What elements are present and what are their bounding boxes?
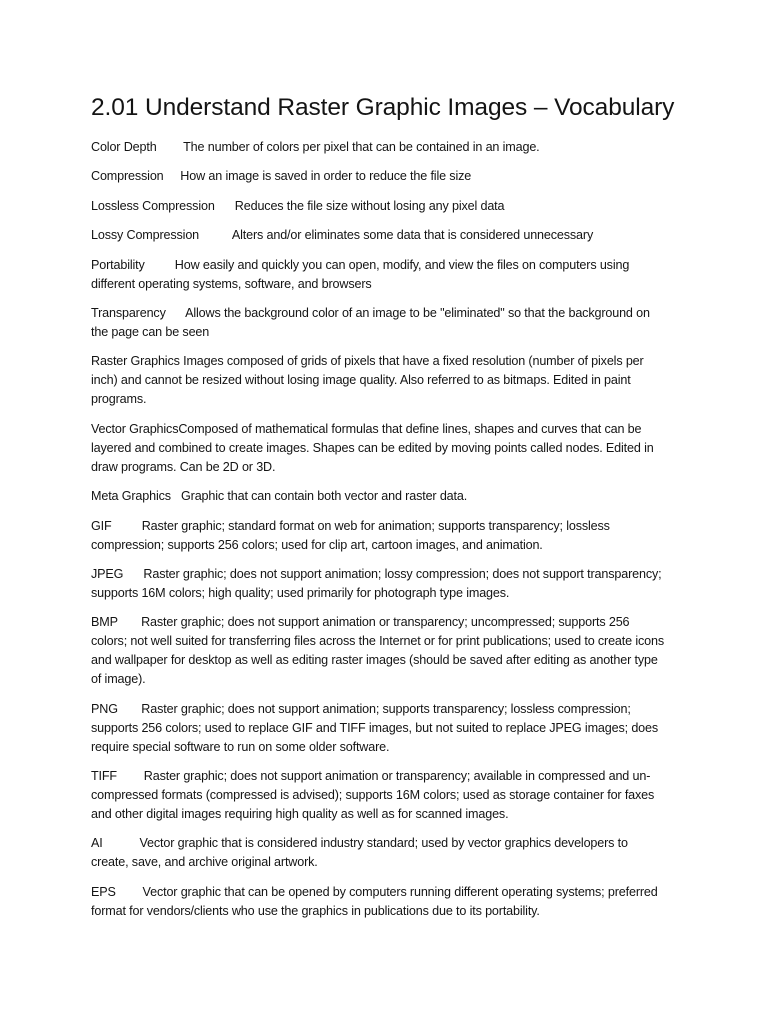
vocab-entry-meta-graphics (91, 487, 668, 506)
vocab-term: Transparency (91, 305, 166, 320)
vocab-entry-eps (91, 883, 668, 921)
vocab-definition: Reduces the file size without losing any pixel data (234, 198, 505, 213)
vocab-definition: Raster graphic; standard format on web for animation; supports transparency; lossless compression; supports 256 colors; used for clip art, cartoon images, and animation. (91, 518, 610, 552)
vocab-definition: How easily and quickly you can open, modify, and view the files on computers using different operating systems, software, and browsers (91, 257, 630, 291)
vocab-term: Compression (91, 169, 164, 184)
vocab-term: EPS (91, 884, 116, 899)
vocab-entry-bmp (91, 613, 668, 689)
vocab-term: Meta Graphics (91, 489, 171, 504)
vocab-entry-portability (91, 256, 668, 294)
vocab-definition: Alters and/or eliminates some data that is considered unnecessary (231, 228, 594, 243)
vocab-term: JPEG (91, 566, 124, 581)
vocab-term: Lossless Compression (91, 198, 215, 213)
vocabulary-list (91, 138, 668, 921)
vocab-entry-lossy-compression (91, 226, 668, 245)
vocab-definition: How an image is saved in order to reduce the file size (180, 169, 472, 184)
vocab-term: Raster Graphics (91, 354, 180, 369)
vocab-term: Lossy Compression (91, 228, 200, 243)
vocab-definition: The number of colors per pixel that can be contained in an image. (183, 140, 540, 154)
vocab-definition: Allows the background color of an image to be "eliminated" so that the background on the page can be seen (91, 305, 650, 339)
vocab-definition: Raster graphic; does not support animation or transparency; available in compressed and un-compressed formats (compressed is advised); supports 16M colors; used as storage container for faxes and other digital images requiring high quality as well as for scanned images. (91, 769, 655, 822)
vocab-entry-jpeg (91, 565, 668, 603)
vocab-definition: Raster graphic; does not support animation; lossy compression; does not support transparency; supports 16M colors; high quality; used primarily for photograph type images. (91, 566, 662, 600)
vocab-term: AI (91, 836, 103, 851)
vocab-term: BMP (91, 615, 118, 630)
vocab-definition: Vector graphic that can be opened by computers running different operating systems; preferred format for vendors/clients who use the graphics in publications due to its portability. (91, 884, 658, 918)
vocab-entry-raster-graphics (91, 352, 668, 409)
vocab-term: GIF (91, 518, 112, 533)
vocab-entry-compression (91, 167, 668, 186)
vocab-definition: Vector graphic that is considered industry standard; used by vector graphics developers to create, save, and archive original artwork. (91, 836, 628, 870)
vocab-entry-vector-graphics (91, 420, 668, 477)
vocab-entry-ai (91, 834, 668, 872)
vocab-term: PNG (91, 701, 118, 716)
vocab-definition: Raster graphic; does not support animation; supports transparency; lossless compression; supports 256 colors; used to replace GIF and TIFF images, but not suited to replace JPEG images; does require special software to run on some older software. (91, 701, 659, 754)
vocab-entry-transparency (91, 304, 668, 342)
vocab-term: Vector Graphics (91, 421, 179, 436)
vocab-definition: Images composed of grids of pixels that have a fixed resolution (number of pixels per inch) and cannot be resized without losing image quality. Also referred to as bitmaps. Edited in paint programs. (91, 354, 644, 407)
vocab-definition: Composed of mathematical formulas that define lines, shapes and curves that can be layered and combined to create images. Shapes can be edited by moving points called nodes. Edited in draw programs. Can be 2D or 3D. (91, 421, 654, 474)
vocab-term: TIFF (91, 769, 117, 784)
page-title: 2.01 Understand Raster Graphic Images – Vocabulary (91, 94, 675, 121)
vocab-entry-color-depth (91, 138, 668, 157)
vocab-entry-lossless-compression (91, 197, 668, 216)
vocab-term: Color Depth (91, 140, 157, 154)
vocab-term: Portability (91, 257, 145, 272)
vocab-definition: Raster graphic; does not support animation or transparency; uncompressed; supports 256 colors; not well suited for transferring files across the Internet or for print publications; used to create icons and wallpaper for desktop as well as editing raster images (should be saved after editing as another type of image). (91, 615, 664, 687)
vocab-definition: Graphic that can contain both vector and raster data. (181, 489, 468, 504)
vocab-entry-tiff (91, 767, 668, 824)
vocab-entry-png (91, 700, 668, 757)
vocab-entry-gif (91, 517, 668, 555)
